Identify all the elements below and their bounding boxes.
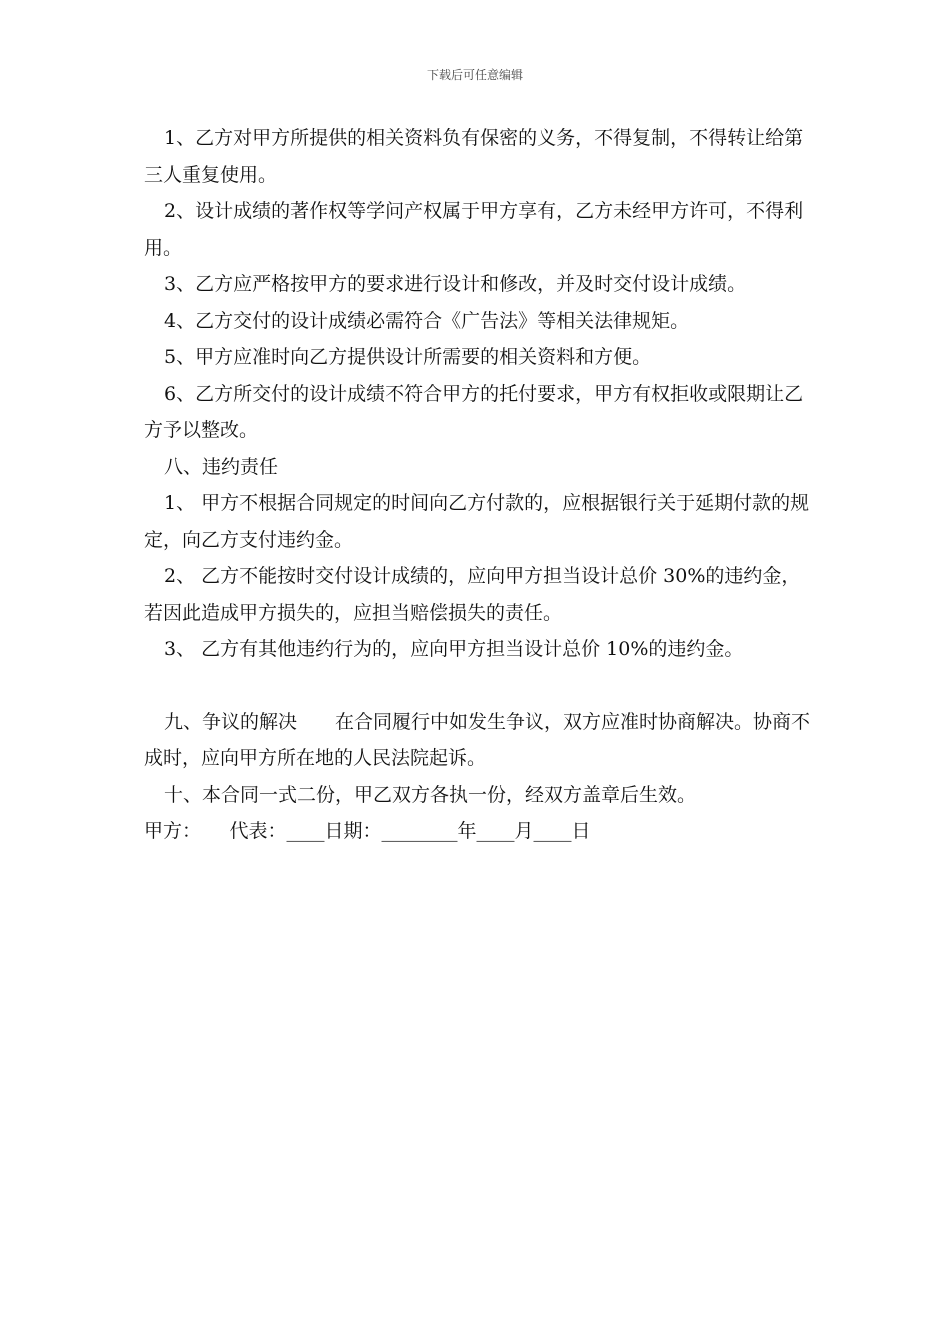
- section-8-item-2: 2、 乙方不能按时交付设计成绩的，应向甲方担当设计总价 30%的违约金，若因此造成甲方损失的，应担当赔偿损失的责任。: [144, 565, 801, 624]
- section-9-dispute: 九、争议的解决 在合同履行中如发生争议，双方应准时协商解决。协商不成时，应向甲方所在地的人民法院起诉。: [144, 710, 811, 769]
- section-8-title: 八、违约责任: [164, 455, 279, 478]
- document-body: [144, 120, 816, 850]
- clause-1: 1、乙方对甲方所提供的相关资料负有保密的义务，不得复制，不得转让给第三人重复使用。: [144, 127, 804, 186]
- page-header: 下载后可任意编辑: [426, 68, 523, 82]
- section-8-item-3: 3、 乙方有其他违约行为的，应向甲方担当设计总价 10%的违约金。: [164, 638, 744, 660]
- clause-4: 4、乙方交付的设计成绩必需符合《广告法》等相关法律规矩。: [164, 309, 690, 332]
- signature-line: 甲方： 代表：____日期：________年____月____日: [144, 820, 591, 842]
- blank-line: [144, 668, 816, 704]
- section-8-item-1: 1、 甲方不根据合同规定的时间向乙方付款的，应根据银行关于延期付款的规定，向乙方支付违约金。: [144, 492, 810, 551]
- clause-2: 2、设计成绩的著作权等学问产权属于甲方享有，乙方未经甲方许可，不得利用。: [144, 200, 804, 259]
- clause-3: 3、乙方应严格按甲方的要求进行设计和修改，并及时交付设计成绩。: [164, 273, 747, 295]
- clause-5: 5、甲方应准时向乙方提供设计所需要的相关资料和方便。: [164, 346, 652, 368]
- section-10-copies: 十、本合同一式二份，甲乙双方各执一份，经双方盖章后生效。: [164, 783, 697, 806]
- clause-6: 6、乙方所交付的设计成绩不符合甲方的托付要求，甲方有权拒收或限期让乙方予以整改。: [144, 382, 804, 441]
